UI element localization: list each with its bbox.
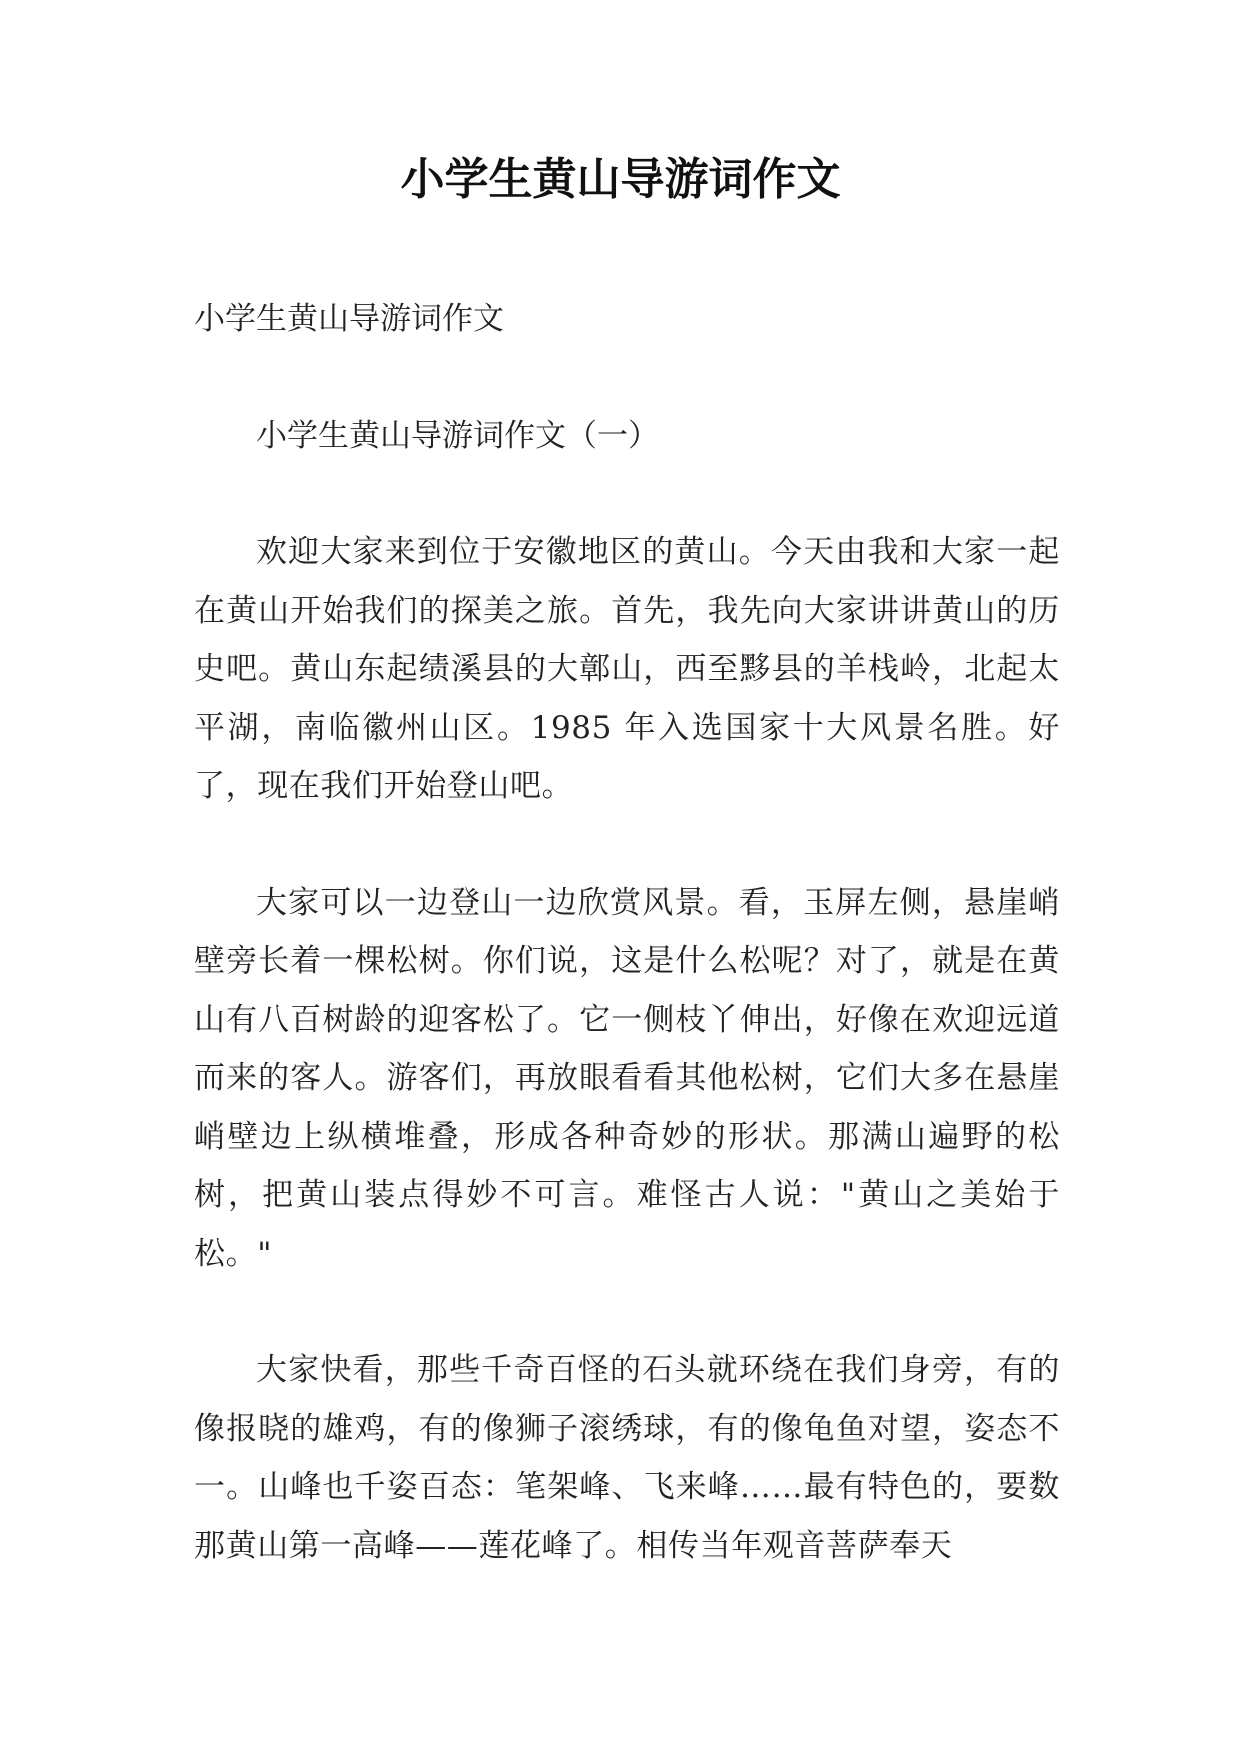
document-subtitle: 小学生黄山导游词作文	[194, 301, 504, 337]
document-title: 小学生黄山导游词作文	[400, 154, 841, 205]
section-heading: 小学生黄山导游词作文（一）	[256, 417, 659, 454]
paragraph-pines: 大家可以一边登山一边欣赏风景。看，玉屏左侧，悬崖峭壁旁长着一棵松树。你们说，这是什么松呢？对了，就是在黄山有八百树龄的迎客松了。它一侧枝丫伸出，好像在欢迎远道而来的客人。游客们，再放眼看看其他松树，它们大多在悬崖峭壁边上纵横堆叠，形成各种奇妙的形状。那满山遍野的松树，把黄山装点得妙不可言。难怪古人说："黄山之美始于松。"	[194, 884, 1060, 1272]
document-body	[194, 290, 1060, 1575]
paragraph-rocks: 大家快看，那些千奇百怪的石头就环绕在我们身旁，有的像报晓的雄鸡，有的像狮子滚绣球，有的像龟鱼对望，姿态不一。山峰也千姿百态：笔架峰、飞来峰……最有特色的，要数那黄山第一高峰——莲花峰了。相传当年观音菩萨奉天	[194, 1352, 1060, 1564]
paragraph-intro: 欢迎大家来到位于安徽地区的黄山。今天由我和大家一起在黄山开始我们的探美之旅。首先，我先向大家讲讲黄山的历史吧。黄山东起绩溪县的大鄣山，西至黟县的羊栈岭，北起太平湖，南临徽州山区。1985 年入选国家十大风景名胜。好了，现在我们开始登山吧。	[194, 534, 1060, 804]
